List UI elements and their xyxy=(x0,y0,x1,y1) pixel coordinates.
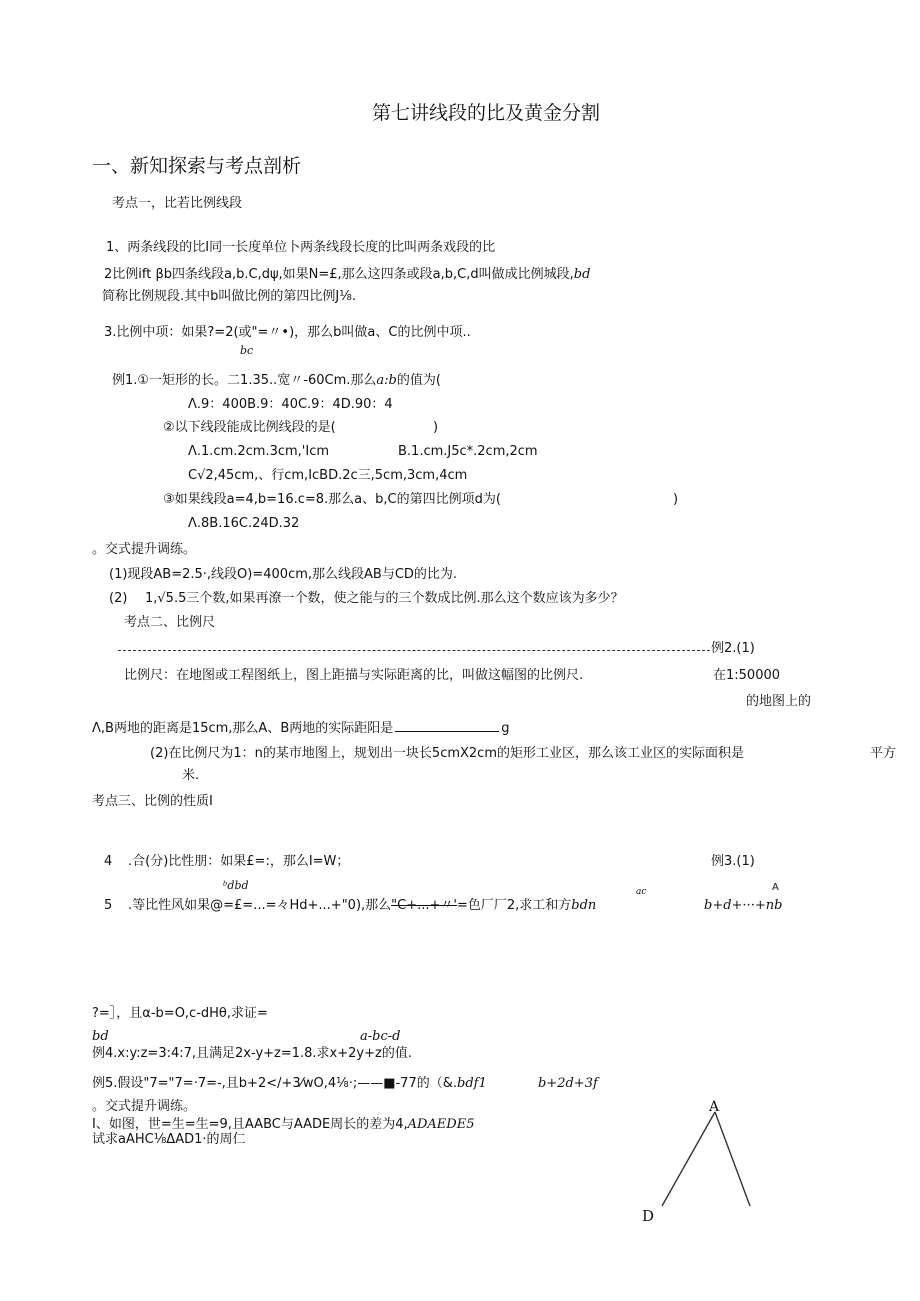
scale-right-1: 在1:50000 xyxy=(713,668,781,683)
property-5-italic-2: b+d+···+nb xyxy=(704,898,783,913)
drill-1-item-2: 1,√5.5三个数,如果再潦一个数，使之能与的三个数成比例.那么这个数应该为多少？ xyxy=(145,591,624,606)
example-1-q2-close: ) xyxy=(433,420,439,435)
example-2-part-2: (2)在比例尺为1：n的某市地图上，规划出一块长5cmX2cm的矩形工业区，那么该工业区的实际面积是 xyxy=(150,746,744,761)
ex5-italic-1: bdf1 xyxy=(457,1076,487,1091)
ex5-text: 例5.假设"7="7=·7=-,且b+2</+3⁄wO,4⅛·;——■-77的（&. xyxy=(92,1076,457,1091)
ex2-1-end: g xyxy=(501,721,510,736)
example-2-tag: 例2.(1) xyxy=(711,641,755,656)
example-2-part-2-next: 米. xyxy=(182,768,200,783)
example-3-italic-right: a-bc-d xyxy=(360,1029,401,1044)
section-heading: 一、新知探索与考点剖析 xyxy=(92,155,302,177)
key-point-2: 考点二、比例尺 xyxy=(124,615,216,630)
prop5-text-a: .等比性风如果@=£=...=々Hd+...+"0),那么 xyxy=(128,898,392,913)
example-4: 例4.x:y:z=3:4:7,且满足2x-y+z=1.8.求x+2y+z的值. xyxy=(92,1046,412,1061)
property-4-sub: ᵇdbd xyxy=(223,879,249,892)
property-4: .合(分)比性朋：如果£=:，那么I=W； xyxy=(128,854,350,869)
example-1-options-b2: C√2,45cm,、行cm,IcBD.2c三,5cm,3cm,4cm xyxy=(188,468,468,483)
ex2-1-text: Λ,B两地的距离是15cm,那么A、B两地的实际距阳是 xyxy=(92,721,394,736)
paragraph-ratio-def: 1、两条线段的比I同一长度单位卜两条线段长度的比叫两条戏段的比 xyxy=(106,240,496,255)
q1-text: I、如图，世=生=生=9,且AABC与AADE周长的差为4, xyxy=(92,1117,408,1132)
ex1-q1-end: 的值为( xyxy=(396,373,441,388)
example-1-q2: ②以下线段能成比例线段的是( xyxy=(163,420,336,435)
mean-proportional-sub: bc xyxy=(240,344,254,357)
drill-heading-1: 。交式提升调练。 xyxy=(92,542,197,557)
prop5-strike: "C+...+〃' xyxy=(391,898,457,913)
example-1-q3-close: ) xyxy=(673,492,679,507)
example-1-options-c: Λ.8B.16C.24D.32 xyxy=(188,516,300,531)
proportion-def-italic: bd xyxy=(573,267,591,282)
paragraph-mean-proportional: 3.比例中项：如果?=2(或"=〃•)，那么b叫做a、C的比例中项.. xyxy=(104,325,471,340)
ac-small: ac xyxy=(636,887,647,897)
paragraph-abbrev: 简称比例规段.其中b叫做比例的第四比例J⅛. xyxy=(102,289,356,304)
example-1-options-b1-right: B.1.cm.J5c*.2cm,2cm xyxy=(398,444,538,459)
example-1-options-b1-left: Λ.1.cm.2cm.3cm,'Icm xyxy=(188,444,330,459)
example-5-italic-2: b+2d+3f xyxy=(538,1076,598,1091)
scale-definition: 比例尺：在地图或工程图纸上，图上距描与实际距离的比，叫做这幅图的比例尺. xyxy=(124,668,584,683)
example-1-options-a: Λ.9：400B.9：40C.9：4D.90：4 xyxy=(188,397,393,412)
figure-left-edge xyxy=(662,1112,715,1206)
drill-1-item-2-num: (2) xyxy=(109,591,128,606)
example-1-q3: ③如果线段a=4,b=16.c=8.那么a、b,C的第四比例项d为( xyxy=(163,492,501,507)
prop5-italic-1: bdn xyxy=(571,898,597,913)
proportion-def-text: 2比例ift βb四条线段a,b.C,dψ,如果N=£,那么这四条或段a,b,C,d叫做成比例城段, xyxy=(104,267,574,282)
example-3-italic-left: bd xyxy=(92,1029,109,1044)
q1-italic: ADAEDE5 xyxy=(407,1117,475,1132)
property-4-num: 4 xyxy=(104,854,113,869)
example-2-part-2-right: 平方 xyxy=(870,746,897,761)
example-3-tag: 例3.(1) xyxy=(711,854,755,869)
property-5-num: 5 xyxy=(104,898,113,913)
example-3-part-2: ?=］，且α-b=O,c-dHθ,求证= xyxy=(92,1006,268,1021)
ex1-q1-italic: a:b xyxy=(376,373,397,388)
drill-2-question-1-b: 试求aAHC⅛ΔAD1·的周仁 xyxy=(92,1132,246,1147)
a-small: A xyxy=(772,882,779,893)
prop5-text-b: =色厂厂2,求工和方 xyxy=(456,898,572,913)
key-point-1: 考点一，比若比例线段 xyxy=(112,196,243,211)
drill-1-item-1: (1)现段AB=2.5·,线段O)=400cm,那么线段AB与CD的比为. xyxy=(109,567,458,582)
scale-right-2: 的地图上的 xyxy=(746,694,812,709)
page-title: 第七讲线段的比及黄金分割 xyxy=(372,102,601,124)
figure-d-label: D xyxy=(642,1207,655,1225)
figure-apex-label: A xyxy=(709,1099,720,1115)
ex1-q1-text: 例1.①一矩形的长。二1.35..宽〃-60Cm.那么 xyxy=(112,373,377,388)
drill-heading-2: 。交式提升调练。 xyxy=(92,1099,197,1114)
figure-right-edge xyxy=(715,1112,750,1206)
key-point-3: 考点三、比例的性质I xyxy=(92,794,213,809)
